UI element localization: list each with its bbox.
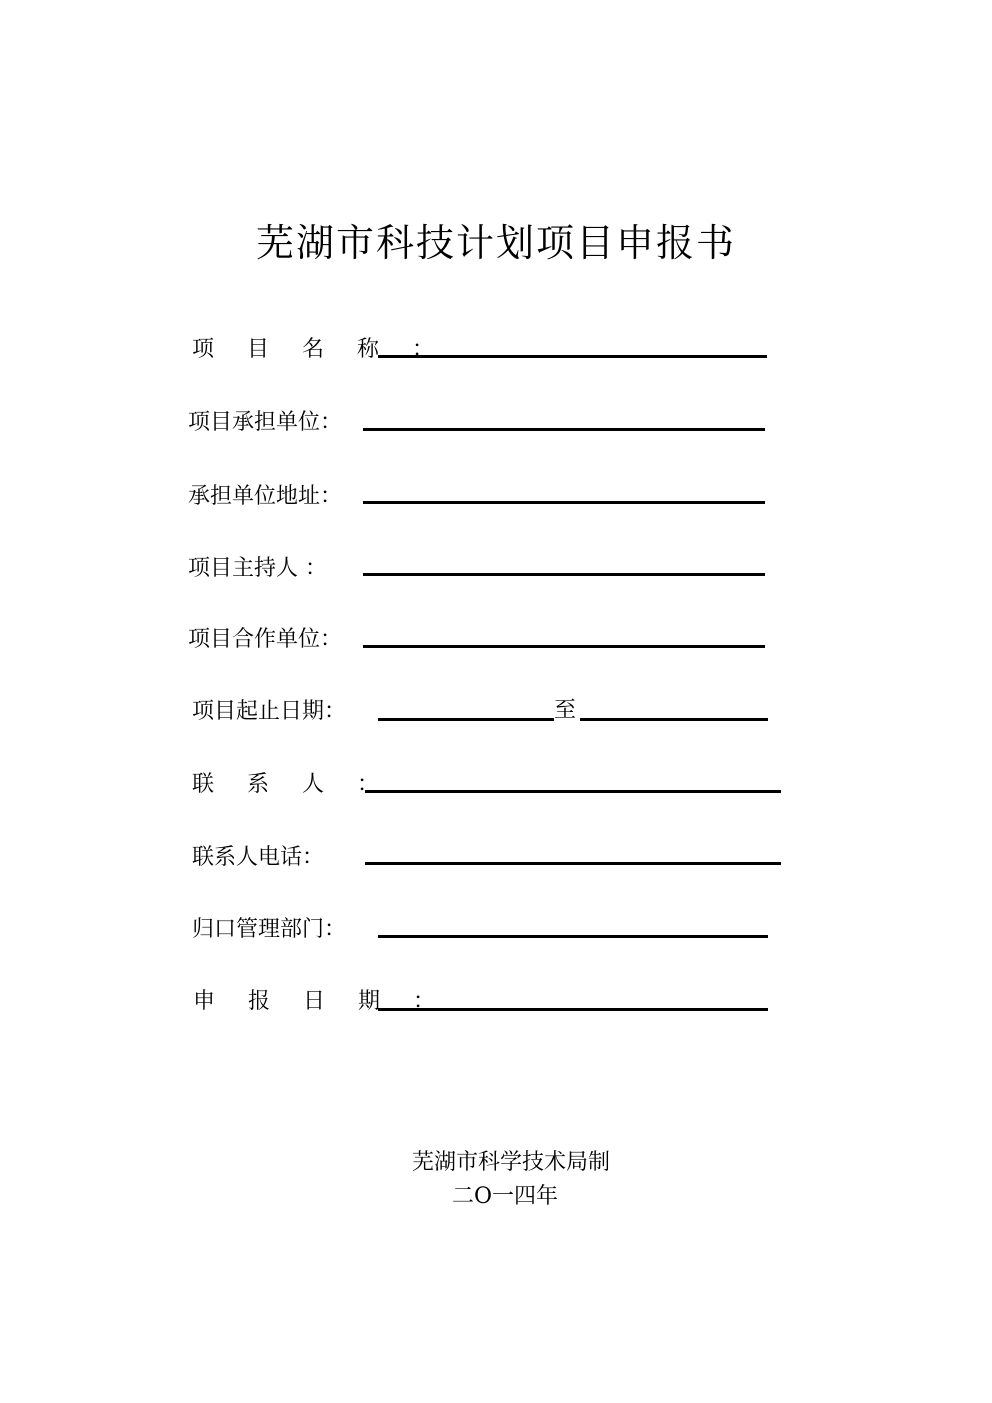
undertaking-unit-label: 项目承担单位： [188, 410, 343, 435]
contact-phone-field[interactable] [365, 862, 781, 865]
competent-department-field[interactable] [378, 935, 768, 938]
year-text: 二O一四年 [451, 1184, 559, 1209]
period-separator: 至 [554, 698, 577, 723]
project-end-date-field[interactable] [580, 718, 768, 721]
contact-phone-label: 联系人电话： [192, 845, 325, 870]
project-leader-label: 项目主持人 ： [188, 556, 327, 581]
contact-person-label: 联 系 人 ： [192, 772, 392, 797]
project-period-label: 项目起止日期： [192, 699, 347, 724]
application-date-field[interactable] [378, 1008, 768, 1011]
unit-address-label: 承担单位地址： [188, 484, 343, 509]
project-start-date-field[interactable] [378, 718, 554, 721]
contact-person-field[interactable] [365, 790, 781, 793]
cooperating-unit-label: 项目合作单位： [188, 627, 343, 652]
project-name-label: 项 目 名 称 ： [192, 337, 447, 362]
issuer-text: 芜湖市科学技术局制 [411, 1150, 610, 1175]
project-leader-field[interactable] [363, 573, 765, 576]
undertaking-unit-field[interactable] [363, 428, 765, 431]
unit-address-field[interactable] [363, 501, 765, 504]
cooperating-unit-field[interactable] [363, 645, 765, 648]
project-name-field[interactable] [378, 355, 767, 358]
application-date-label: 申 报 日 期 ： [193, 989, 448, 1014]
competent-department-label: 归口管理部门： [192, 917, 347, 942]
document-title: 芜湖市科技计划项目申报书 [255, 221, 736, 265]
